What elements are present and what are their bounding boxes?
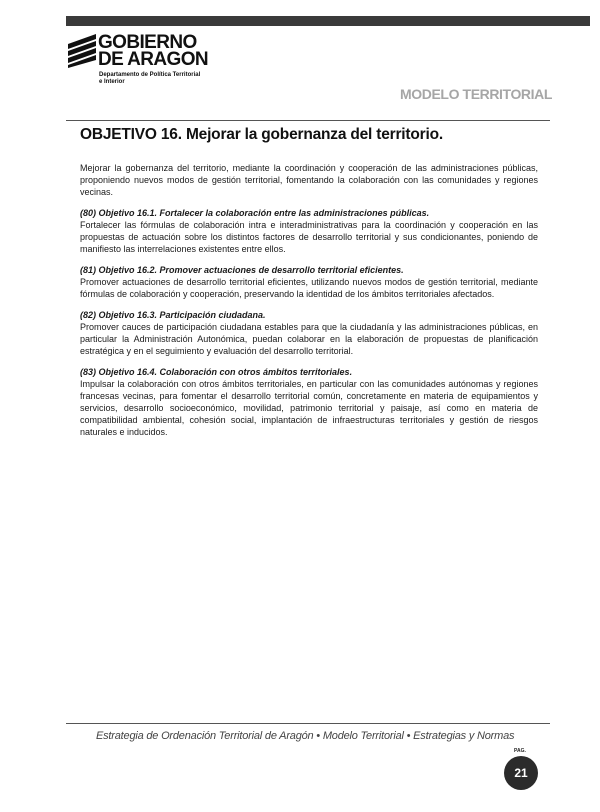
logo	[68, 32, 228, 90]
page-title: OBJETIVO 16. Mejorar la gobernanza del territorio.	[80, 126, 443, 143]
logo-line1: GOBIERNO	[98, 32, 197, 53]
objective-item-text: Promover cauces de participación ciudadana estables para que la ciudadanía y las administraciones públicas, en particular la Administración Autonómica, puedan colaborar en la elaboración de propuestas de planificación estratégica y en el seguimiento y evaluación del desarrollo territorial.	[80, 322, 538, 356]
objective-item-title: (82) Objetivo 16.3. Participación ciudadana.	[80, 310, 266, 320]
logo-subline2: e Interior	[99, 79, 125, 85]
objective-item-text: Fortalecer las fórmulas de colaboración intra e interadministrativas para la coordinación y cooperación en las propuestas de actuación sobre los distintos factores de desarrollo territorial y sus condicionantes, poniendo de manifiesto las interrelaciones existentes entre ellos.	[80, 220, 538, 254]
objective-item-title: (80) Objetivo 16.1. Fortalecer la colaboración entre las administraciones públicas.	[80, 208, 430, 218]
logo-line2: DE ARAGON	[98, 49, 209, 70]
objective-item	[80, 207, 538, 255]
top-bar	[66, 16, 590, 26]
objective-item	[80, 264, 538, 300]
page-label: PAG.	[514, 748, 526, 754]
objective-item-title: (81) Objetivo 16.2. Promover actuaciones de desarrollo territorial eficientes.	[80, 265, 404, 275]
logo-stripes-icon	[68, 34, 96, 68]
objective-item-text: Impulsar la colaboración con otros ámbitos territoriales, en particular con las comunidades autónomas y regiones francesas vecinas, para fomentar el desarrollo territorial común, concretamente en materia de equipamientos y servicios, desarrollo socioeconómico, movilidad, patrimonio territorial y paisaje, así como en materia de compatibilidad ambiental, cohesión social, implantación de infraestructuras territoriales y gestión de riesgos naturales e inducidos.	[80, 379, 538, 437]
objective-item-text: Promover actuaciones de desarrollo territorial eficientes, utilizando nuevos modos de gestión territorial, mediante fórmulas de colaboración y cooperación, preservando la identidad de los ámbitos territoriales afectados.	[80, 277, 538, 299]
section-header: MODELO TERRITORIAL	[400, 86, 552, 102]
footer-divider	[66, 723, 550, 724]
page-number: 21	[504, 756, 538, 790]
header-divider	[66, 120, 550, 121]
main-content	[80, 124, 538, 447]
objective-item	[80, 366, 538, 438]
intro-paragraph: Mejorar la gobernanza del territorio, mediante la coordinación y cooperación de las administraciones públicas, proponiendo nuevos modos de gestión territorial, fomentando la colaboración con las comunidades y regiones vecinas.	[80, 163, 538, 197]
logo-subline1: Departamento de Política Territorial	[99, 72, 201, 78]
footer-text: Estrategia de Ordenación Territorial de Aragón • Modelo Territorial • Estrategias y Normas	[96, 730, 515, 742]
objective-item	[80, 309, 538, 357]
objective-item-title: (83) Objetivo 16.4. Colaboración con otros ámbitos territoriales.	[80, 367, 353, 377]
